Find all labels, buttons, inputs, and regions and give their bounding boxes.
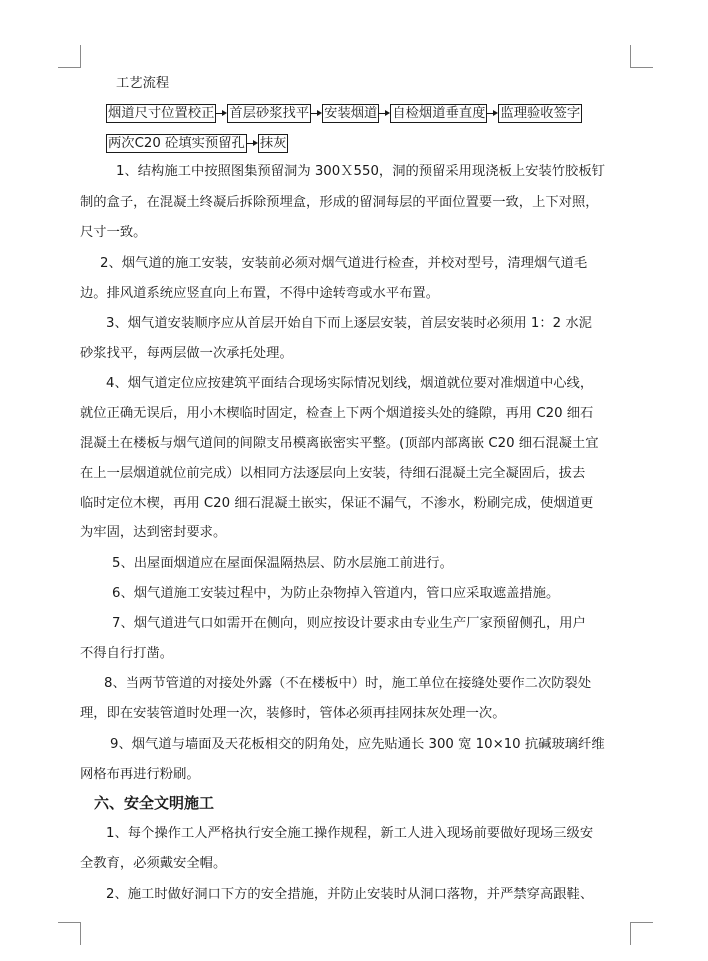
flow-arrow-icon — [216, 105, 227, 122]
paragraph-3-line-1: 3、烟气道安装顺序应从首层开始自下而上逐层安装，首层安装时必须用 1：2 水泥 — [106, 316, 592, 331]
paragraph-4-line-6: 为牢固，达到密封要求。 — [80, 525, 227, 540]
paragraph-8-line-1: 8、当两节管道的对接处外露（不在楼板中）时，施工单位在接缝处要作二次防裂处 — [104, 676, 592, 691]
paragraph-1-line-2: 制的盒子，在混凝土终凝后拆除预埋盒，形成的留洞每层的平面位置要一致，上下对照， — [80, 195, 599, 210]
flow-step-3: 安装烟道 — [324, 106, 378, 121]
paragraph-9-line-1: 9、烟气道与墙面及天花板相交的阴角处，应先贴通长 300 宽 10×10 抗碱玻璃纤维 — [110, 737, 605, 752]
paragraph-3-line-2: 砂浆找平，每两层做一次承托处理。 — [80, 346, 293, 361]
flow-arrow-icon — [379, 105, 390, 122]
paragraph-9-line-2: 网格布再进行粉刷。 — [80, 767, 200, 782]
section-heading: 六、安全文明施工 — [94, 794, 215, 812]
process-flow-row-1 — [106, 104, 582, 123]
paragraph-4-line-5: 临时定位木楔，再用 C20 细石混凝土嵌实，保证不漏气，不渗水，粉刷完成，使烟道更 — [80, 496, 594, 511]
flow-arrow-icon — [487, 105, 498, 122]
flow-step-5: 监理验收签字 — [500, 106, 581, 121]
safety-paragraph-2-line-1: 2、施工时做好洞口下方的安全措施，并防止安装时从洞口落物，并严禁穿高跟鞋、 — [106, 887, 594, 902]
flow-step-6: 两次C20 砼填实预留孔 — [108, 136, 245, 151]
flow-step-2: 首层砂浆找平 — [229, 106, 310, 121]
paragraph-2-line-1: 2、烟气道的施工安装，安装前必须对烟气道进行检查，并校对型号，清理烟气道毛 — [100, 256, 588, 271]
paragraph-7-line-1: 7、烟气道进气口如需开在侧向，则应按设计要求由专业生产厂家预留侧孔，用户 — [112, 616, 586, 631]
flow-arrow-icon — [247, 135, 258, 152]
flow-step-1: 烟道尺寸位置校正 — [108, 106, 215, 121]
safety-paragraph-1-line-1: 1、每个操作工人严格执行安全施工操作规程，新工人进入现场前要做好现场三级安 — [106, 826, 594, 841]
flow-step-4: 自检烟道垂直度 — [392, 106, 486, 121]
paragraph-4-line-2: 就位正确无误后，用小木楔临时固定，检查上下两个烟道接头处的缝隙，再用 C20 细石 — [80, 406, 594, 421]
paragraph-2-line-2: 边。排风道系统应竖直向上布置，不得中途转弯或水平布置。 — [80, 286, 440, 301]
paragraph-4-line-1: 4、烟气道定位应按建筑平面结合现场实际情况划线，烟道就位要对准烟道中心线， — [106, 376, 594, 391]
paragraph-1-line-1: 1、结构施工中按照图集预留洞为 300Ｘ550，洞的预留采用现浇板上安装竹胶板钉 — [116, 164, 605, 179]
paragraph-1-line-3: 尺寸一致。 — [80, 225, 147, 240]
flow-step-7: 抹灰 — [259, 136, 287, 151]
margin-mark-bottom-right — [630, 922, 653, 945]
margin-mark-top-left — [58, 45, 81, 68]
safety-paragraph-1-line-2: 全教育，必须戴安全帽。 — [80, 856, 227, 871]
paragraph-6-line-1: 6、烟气道施工安装过程中，为防止杂物掉入管道内，管口应采取遮盖措施。 — [112, 586, 560, 601]
paragraph-8-line-2: 理，即在安装管道时处理一次，装修时，管体必须再挂网抹灰处理一次。 — [80, 706, 506, 721]
flow-arrow-icon — [311, 105, 322, 122]
paragraph-7-line-2: 不得自行打凿。 — [80, 646, 174, 661]
paragraph-4-line-4: 在上一层烟道就位前完成）以相同方法逐层向上安装，待细石混凝土完全凝固后，拔去 — [80, 466, 586, 481]
paragraph-5-line-1: 5、出屋面烟道应在屋面保温隔热层、防水层施工前进行。 — [112, 556, 453, 571]
paragraph-4-line-3: 混凝土在楼板与烟气道间的间隙支吊模离嵌密实平整。(顶部内部离嵌 C20 细石混凝土宜 — [80, 436, 599, 451]
margin-mark-bottom-left — [58, 922, 81, 945]
process-flow-row-2 — [106, 134, 288, 153]
process-title: 工艺流程 — [116, 76, 170, 91]
margin-mark-top-right — [630, 45, 653, 68]
